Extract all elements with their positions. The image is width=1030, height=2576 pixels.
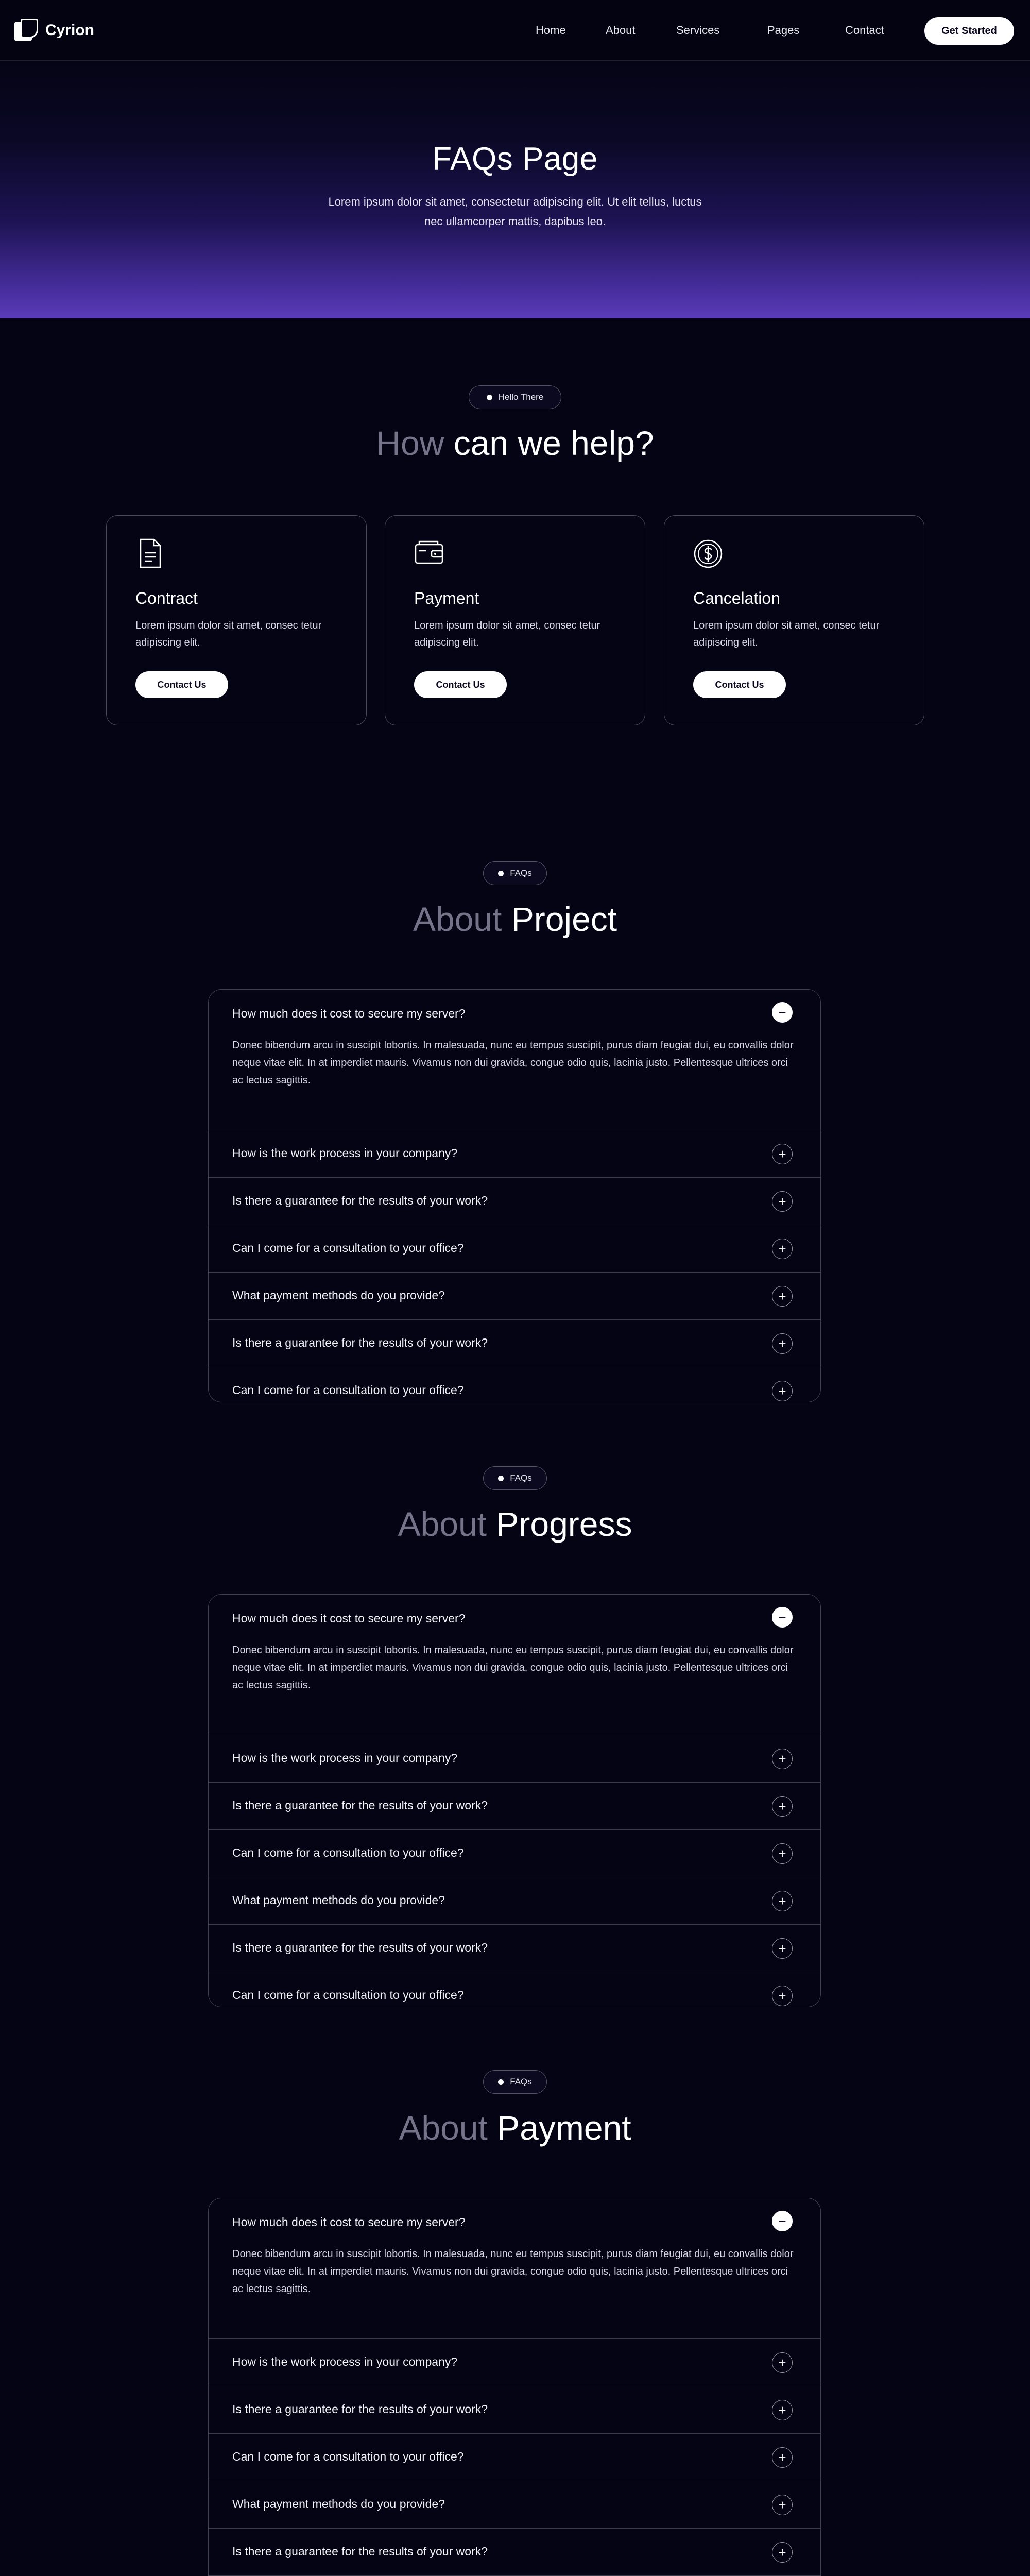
faq-question: Is there a guarantee for the results of your work? [232,2545,488,2558]
nav-link-pages[interactable]: Pages [767,24,800,37]
hello-there-pill [469,385,561,409]
get-started-button[interactable]: Get Started [924,17,1014,45]
brand-logo[interactable] [14,19,94,42]
minus-icon[interactable]: − [772,1607,793,1628]
faq-item[interactable] [209,1829,820,1877]
faq-question: Can I come for a consultation to your office? [232,2450,464,2463]
faq-item[interactable] [209,2198,820,2338]
help-card-contract [106,515,367,725]
page-title: FAQs Page [432,141,598,177]
faq-question: How much does it cost to secure my server? [232,2215,466,2229]
faq-question: Can I come for a consultation to your office? [232,1988,464,2002]
faq-section-heading [0,900,1030,939]
plus-icon[interactable]: + [772,1286,793,1307]
card-title: Contract [135,589,198,607]
help-card-cancelation [664,515,924,725]
faq-question: How is the work process in your company? [232,1146,458,1160]
contact-us-button[interactable]: Contact Us [693,671,786,698]
plus-icon[interactable]: + [772,2400,793,2420]
faq-question: How is the work process in your company? [232,1751,458,1765]
wallet-icon [414,537,444,569]
help-heading [0,423,1030,463]
faq-heading-dim: About [399,2109,488,2147]
dot-icon [487,395,492,400]
faq-item[interactable] [209,990,820,1130]
plus-icon[interactable]: + [772,2447,793,2468]
faq-item[interactable] [209,1177,820,1225]
contact-us-button[interactable]: Contact Us [414,671,507,698]
faq-answer: Donec bibendum arcu in suscipit lobortis. In malesuada, nunc eu tempus suscipit, purus diam feugiat dui, eu convallis dolor neque vitae elit. In at imperdiet mauris. Vivamus non dui gravida, congue odio quis, lacinia justo. Pellentesque ultrices orci ac lectus sagittis. [232,1040,794,1086]
faq-item[interactable] [209,2433,820,2481]
pill-label: FAQs [510,1473,532,1483]
nav-link-home[interactable]: Home [536,24,566,37]
plus-icon[interactable]: + [772,1381,793,1401]
card-title: Payment [414,589,479,607]
faq-question: Is there a guarantee for the results of your work? [232,1194,488,1207]
faq-item[interactable] [209,1972,820,2007]
plus-icon[interactable]: + [772,1986,793,2006]
plus-icon[interactable]: + [772,1796,793,1817]
faq-item[interactable] [209,1924,820,1972]
faq-heading-dim: About [398,1505,487,1543]
plus-icon[interactable]: + [772,1191,793,1212]
logo-icon [14,19,38,42]
brand-name: Cyrion [45,22,95,39]
dot-icon [498,2079,504,2085]
faq-section-heading [0,1504,1030,1544]
plus-icon[interactable]: + [772,2352,793,2373]
plus-icon[interactable]: + [772,1144,793,1164]
nav-link-services[interactable]: Services [676,24,720,37]
faq-question: What payment methods do you provide? [232,1289,445,1302]
minus-icon[interactable]: − [772,2211,793,2231]
faq-accordion [208,1594,821,2007]
card-text: Lorem ipsum dolor sit amet, consec tetur adipiscing elit. [414,620,600,648]
plus-icon[interactable]: + [772,1843,793,1864]
faq-item[interactable] [209,1225,820,1272]
faq-answer: Donec bibendum arcu in suscipit lobortis. In malesuada, nunc eu tempus suscipit, purus diam feugiat dui, eu convallis dolor neque vitae elit. In at imperdiet mauris. Vivamus non dui gravida, congue odio quis, lacinia justo. Pellentesque ultrices orci ac lectus sagittis. [232,2248,794,2295]
faqs-pill [483,1466,547,1490]
faq-item[interactable] [209,1595,820,1735]
faq-heading-bright: Project [511,900,617,938]
faq-item[interactable] [209,2386,820,2433]
faq-item[interactable] [209,1367,820,1402]
dot-icon [498,1476,504,1481]
faq-item[interactable] [209,1319,820,1367]
coin-icon [693,537,723,569]
faq-question: Is there a guarantee for the results of your work? [232,1941,488,1954]
plus-icon[interactable]: + [772,1333,793,1354]
top-navbar [0,0,1030,61]
faq-question: Is there a guarantee for the results of your work? [232,1336,488,1349]
faq-question: Can I come for a consultation to your office? [232,1846,464,1859]
faq-question: What payment methods do you provide? [232,2497,445,2511]
faq-item[interactable] [209,2481,820,2528]
pill-label: Hello There [498,392,544,402]
faq-item[interactable] [209,1130,820,1177]
plus-icon[interactable]: + [772,1891,793,1911]
card-text: Lorem ipsum dolor sit amet, consec tetur adipiscing elit. [135,620,322,648]
faq-item[interactable] [209,1877,820,1924]
plus-icon[interactable]: + [772,2495,793,2515]
faq-question: Can I come for a consultation to your office? [232,1383,464,1397]
faq-accordion [208,989,821,1402]
card-text: Lorem ipsum dolor sit amet, consec tetur adipiscing elit. [693,620,880,648]
faq-heading-bright: Progress [496,1505,632,1543]
faq-question: How much does it cost to secure my server? [232,1007,466,1020]
faq-heading-bright: Payment [497,2109,631,2147]
faq-question: Is there a guarantee for the results of your work? [232,1799,488,1812]
faqs-pill [483,861,547,885]
minus-icon[interactable]: − [772,1002,793,1023]
card-title: Cancelation [693,589,780,607]
contact-us-button[interactable]: Contact Us [135,671,228,698]
plus-icon[interactable]: + [772,1239,793,1259]
help-heading-bright: can we help? [453,424,654,462]
faq-question: Is there a guarantee for the results of your work? [232,2402,488,2416]
dot-icon [498,871,504,876]
plus-icon[interactable]: + [772,1938,793,1959]
nav-link-about[interactable]: About [606,24,636,37]
faq-item[interactable] [209,1782,820,1829]
faq-section-heading [0,2108,1030,2147]
document-icon [135,537,165,569]
nav-link-contact[interactable]: Contact [845,24,884,37]
plus-icon[interactable]: + [772,1749,793,1769]
faq-item[interactable] [209,2528,820,2575]
pill-label: FAQs [510,2077,532,2087]
hero-description: Lorem ipsum dolor sit amet, consectetur adipiscing elit. Ut elit tellus, luctus nec ullamcorper mattis, dapibus leo. [328,195,702,228]
faq-item[interactable] [209,2338,820,2386]
faq-item[interactable] [209,1735,820,1782]
faq-question: What payment methods do you provide? [232,1893,445,1907]
faq-item[interactable] [209,1272,820,1319]
help-heading-dim: How [376,424,444,462]
faq-question: How is the work process in your company? [232,2355,458,2368]
faqs-pill [483,2070,547,2094]
faq-answer: Donec bibendum arcu in suscipit lobortis. In malesuada, nunc eu tempus suscipit, purus diam feugiat dui, eu convallis dolor neque vitae elit. In at imperdiet mauris. Vivamus non dui gravida, congue odio quis, lacinia justo. Pellentesque ultrices orci ac lectus sagittis. [232,1645,794,1691]
pill-label: FAQs [510,868,532,878]
faq-question: Can I come for a consultation to your office? [232,1241,464,1255]
help-card-payment [385,515,645,725]
hero-banner [0,61,1030,318]
faq-accordion [208,2198,821,2576]
faq-question: How much does it cost to secure my server? [232,1612,466,1625]
plus-icon[interactable]: + [772,2542,793,2563]
faq-heading-dim: About [413,900,502,938]
